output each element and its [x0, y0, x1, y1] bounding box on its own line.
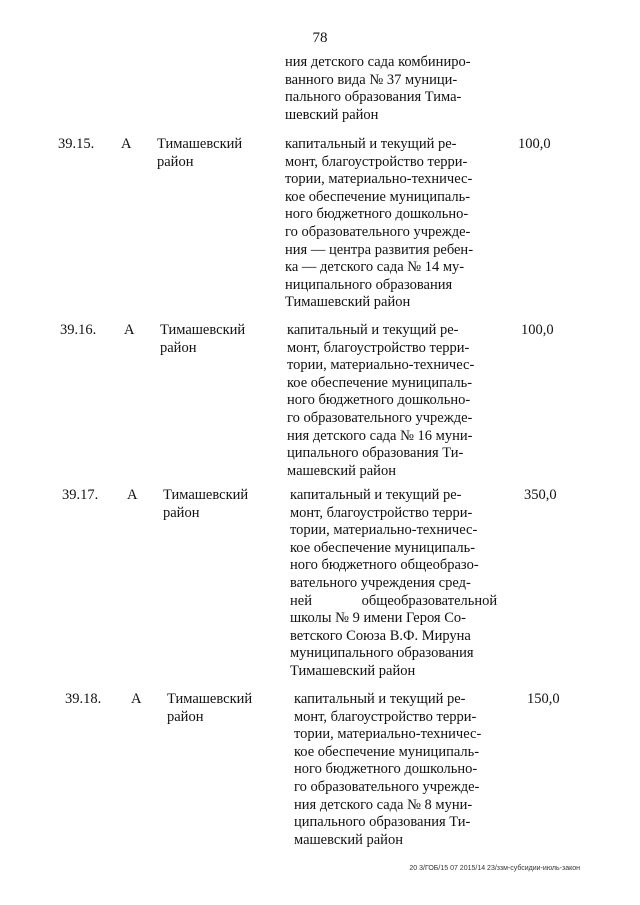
desc-line: тории, материально-техничес-: [290, 522, 478, 539]
district-line: район: [160, 339, 197, 356]
row-district: [167, 691, 277, 726]
desc-line: монт, благоустройство терри-: [285, 153, 468, 170]
continuation-text: [285, 54, 493, 124]
row-number: 39.16.: [60, 322, 97, 338]
desc-line: кое обеспечение муниципаль-: [294, 743, 480, 760]
desc-line: машевский район: [287, 462, 396, 479]
row-amount: 100,0: [518, 136, 551, 152]
row-amount: 350,0: [524, 487, 557, 503]
desc-line: Тимашевский район: [290, 662, 416, 679]
row-category: А: [131, 691, 142, 707]
row-amount: 100,0: [521, 322, 554, 338]
row-district: [163, 487, 273, 522]
continuation-line: ванного вида № 37 муници-: [285, 71, 458, 88]
desc-line: ния детского сада № 8 муни-: [294, 796, 473, 813]
desc-line: ного бюджетного дошкольно-: [294, 761, 478, 778]
desc-line: Тимашевский район: [285, 294, 411, 311]
desc-line: го образовательного учрежде-: [285, 223, 471, 240]
desc-line: кое обеспечение муниципаль-: [287, 374, 473, 391]
row-description: [285, 136, 493, 312]
desc-line: тории, материально-техничес-: [285, 171, 473, 188]
desc-line: ния детского сада № 16 муни-: [287, 427, 473, 444]
desc-line: капитальный и текущий ре-: [285, 136, 457, 152]
district-line: район: [163, 504, 200, 521]
desc-line: монт, благоустройство терри-: [290, 504, 473, 521]
desc-line: кое обеспечение муниципаль-: [285, 188, 471, 205]
desc-line: капитальный и текущий ре-: [290, 487, 462, 503]
row-number: 39.17.: [62, 487, 99, 503]
desc-line: ного бюджетного дошкольно-: [285, 206, 469, 223]
row-amount: 150,0: [527, 691, 560, 707]
desc-line: ципального образования Ти-: [294, 814, 471, 831]
continuation-line: шевский район: [285, 106, 379, 123]
district-line: Тимашевский: [160, 322, 246, 338]
district-line: район: [157, 153, 194, 170]
desc-line: школы № 9 имени Героя Со-: [290, 610, 466, 627]
district-line: Тимашевский: [157, 136, 243, 152]
desc-line: ного бюджетного дошкольно-: [287, 392, 471, 409]
row-description: [294, 691, 502, 849]
desc-line: капитальный и текущий ре-: [287, 322, 459, 338]
desc-line: ния — центра развития ребен-: [285, 241, 474, 258]
row-description: [290, 487, 498, 681]
row-category: А: [124, 322, 135, 338]
desc-line: ка — детского сада № 14 му-: [285, 259, 465, 276]
desc-line: вательного учреждения сред-: [290, 574, 471, 591]
desc-line: ветского Союза В.Ф. Мируна: [290, 627, 471, 644]
desc-line: ного бюджетного общеобразо-: [290, 557, 479, 574]
desc-line: машевский район: [294, 831, 403, 848]
desc-line: кое обеспечение муниципаль-: [290, 539, 476, 556]
continuation-line: ния детского сада комбиниро-: [285, 54, 471, 70]
continuation-line: пального образования Тима-: [285, 89, 462, 106]
row-description: [287, 322, 495, 480]
desc-line: монт, благоустройство терри-: [294, 708, 477, 725]
desc-line: муниципального образования: [290, 645, 474, 662]
row-category: А: [127, 487, 138, 503]
desc-line: ней общеобразовательной: [290, 592, 498, 609]
desc-line: ципального образования Ти-: [287, 445, 464, 462]
desc-line: тории, материально-техничес-: [294, 726, 482, 743]
desc-line: го образовательного учрежде-: [287, 409, 473, 426]
row-district: [160, 322, 270, 357]
desc-line: ниципального образования: [285, 276, 453, 293]
row-category: А: [121, 136, 132, 152]
row-number: 39.15.: [58, 136, 95, 152]
district-line: Тимашевский: [167, 691, 253, 707]
district-line: район: [167, 708, 204, 725]
row-number: 39.18.: [65, 691, 102, 707]
document-footer: 20 3/ГОБ/15 07 2015/14 23/ззм-субсидии-июль-закон: [409, 865, 580, 872]
district-line: Тимашевский: [163, 487, 249, 503]
row-district: [157, 136, 267, 171]
desc-line: капитальный и текущий ре-: [294, 691, 466, 707]
page-number: 78: [312, 30, 328, 46]
desc-line: тории, материально-техничес-: [287, 357, 475, 374]
desc-line: монт, благоустройство терри-: [287, 339, 470, 356]
desc-line: го образовательного учрежде-: [294, 778, 480, 795]
